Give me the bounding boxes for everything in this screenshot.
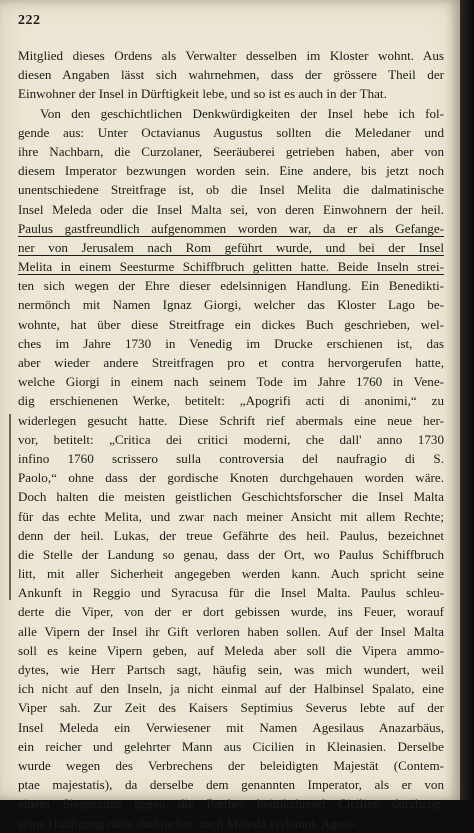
- text-line: dig erschienenen Werke, betitelt: „Apogrifi acti di anonimi,“ zu: [18, 393, 444, 409]
- text-line: Insel Meleda oder die Insel Malta sei, von deren Einwohnern der heil.: [18, 201, 444, 217]
- text-line: die Stelle der Landung so genau, dass der Ort, wo Paulus Schiffbruch: [18, 546, 444, 562]
- text-line: ihre Nachbarn, die Curzolaner, Seeräuberei getrieben haben, aber von: [18, 143, 444, 159]
- margin-pencil-mark: [9, 414, 11, 600]
- text-line: nermönch mit Namen Ignaz Giorgi, welcher das Kloster Lago be-: [18, 297, 444, 313]
- page-edge-shadow: [460, 0, 474, 800]
- text-line: diesem Imperator bezwungen worden sein. Eine andere, bis jetzt noch: [18, 163, 444, 179]
- text-line: soll es keine Vipern geben, auf Meleda aber soll die Vipera ammo-: [18, 642, 444, 658]
- text-line: Viper sah. Zur Zeit des Kaisers Septimius Severus lebte auf der: [18, 700, 444, 716]
- text-line: Einwohner der Insel in Dürftigkeit lebe, und so ist es auch in der That.: [18, 86, 387, 102]
- text-line: ner von Jerusalem nach Rom geführt wurde, und bei der Insel: [18, 239, 444, 255]
- text-line: Insel Meleda ein Verwiesener mit Namen Agesilaus Anazarbäus,: [18, 719, 444, 735]
- text-line: litt, mit aller Sicherheit angegeben werden kann. Auch spricht seine: [18, 566, 444, 582]
- text-line: Ankunft in Reggio und Syracusa für die Insel Malta. Paulus schleu-: [18, 585, 444, 601]
- text-line: Paulus gastfreundlich aufgenommen worden war, da er als Gefange-: [18, 220, 444, 236]
- text-line: ten sich wegen der Ehre dieser edelsinnigen Handlung. Ein Benedikti-: [18, 278, 444, 294]
- text-line: Mitglied dieses Ordens als Verwalter desselben im Kloster wohnt. Aus: [18, 48, 444, 63]
- text-line: Melita in einem Seesturme Schiffbruch gelitten hatte. Beide Inseln strei-: [18, 259, 444, 275]
- text-line: denn der heil. Lukas, der treue Gefährte des heil. Paulus, bezeichnet: [18, 527, 444, 543]
- text-line: alle Vipern der Insel ihr Gift verloren haben sollen. Auf der Insel Malta: [18, 623, 444, 639]
- text-line: ptae majestatis), da derselbe dem genannten Imperator, als er von: [18, 777, 444, 793]
- text-line: ich nicht auf den Inseln, ja nicht einmal auf der Halbinsel Spalato, eine: [18, 681, 444, 697]
- text-line: wohnte, hat über diese Streitfrage ein dickes Buch geschrieben, wel-: [18, 316, 444, 332]
- text-line: Paolo,“ ohne dass der gordische Knoten durchgehauen worden wäre.: [18, 470, 444, 486]
- text-line: einem Siegeszuge gegen die Parther heimkehrend Cicilien durchzog,: [18, 796, 444, 812]
- text-line: diesen Angaben lässt sich wahrnehmen, dass der grössere Theil der: [18, 67, 444, 83]
- text-line: welche Giorgi in einem nach seinem Tode im Jahre 1760 in Vene-: [18, 374, 444, 390]
- text-line: aber wieder andere Streitfragen pro et contra hervorgerufen hatte,: [18, 355, 444, 370]
- text-line: infino 1760 scrissero sulla controversia del naufragio di S.: [18, 450, 444, 466]
- text-line: Doch halten die meisten geistlichen Geschichtsforscher die Insel Malta: [18, 489, 444, 505]
- text-line: unentschiedene Streitfrage ist, ob die Insel Melita die dalmatinische: [18, 182, 444, 198]
- text-line: gende aus: Unter Octavianus Augustus sollten die Meledaner und: [18, 124, 444, 140]
- text-line: seine Huldigung nicht darbrachte, nach Meleda verbannt. Agesi-: [18, 815, 356, 831]
- body-text: [18, 46, 444, 833]
- text-line: wurde wegen des Verbrechens der beleidigten Majestät (Contem-: [18, 757, 444, 773]
- text-line: dytes, wie Herr Partsch sagt, häufig sein, was mich wundert, weil: [18, 662, 444, 677]
- text-line: ches im Jahre 1730 in Venedig im Drucke erschienen ist, das: [18, 335, 444, 351]
- text-line: ein reicher und gelehrter Mann aus Cicilien in Kleinasien. Derselbe: [18, 738, 444, 754]
- page-number: 222: [18, 13, 41, 28]
- text-line: vor, betitelt: „Critica dei critici moderni, che dall' anno 1730: [18, 431, 444, 447]
- text-line: derte die Viper, von der er dort gebissen wurde, ins Feuer, worauf: [18, 604, 444, 620]
- text-line: Von den geschichtlichen Denkwürdigkeiten der Insel hebe ich fol-: [40, 105, 444, 121]
- text-line: für das echte Melita, und zwar nach meiner Ansicht mit allem Rechte;: [18, 508, 444, 524]
- text-line: widerlegen gesucht hatte. Diese Schrift rief abermals eine neue her-: [18, 412, 444, 428]
